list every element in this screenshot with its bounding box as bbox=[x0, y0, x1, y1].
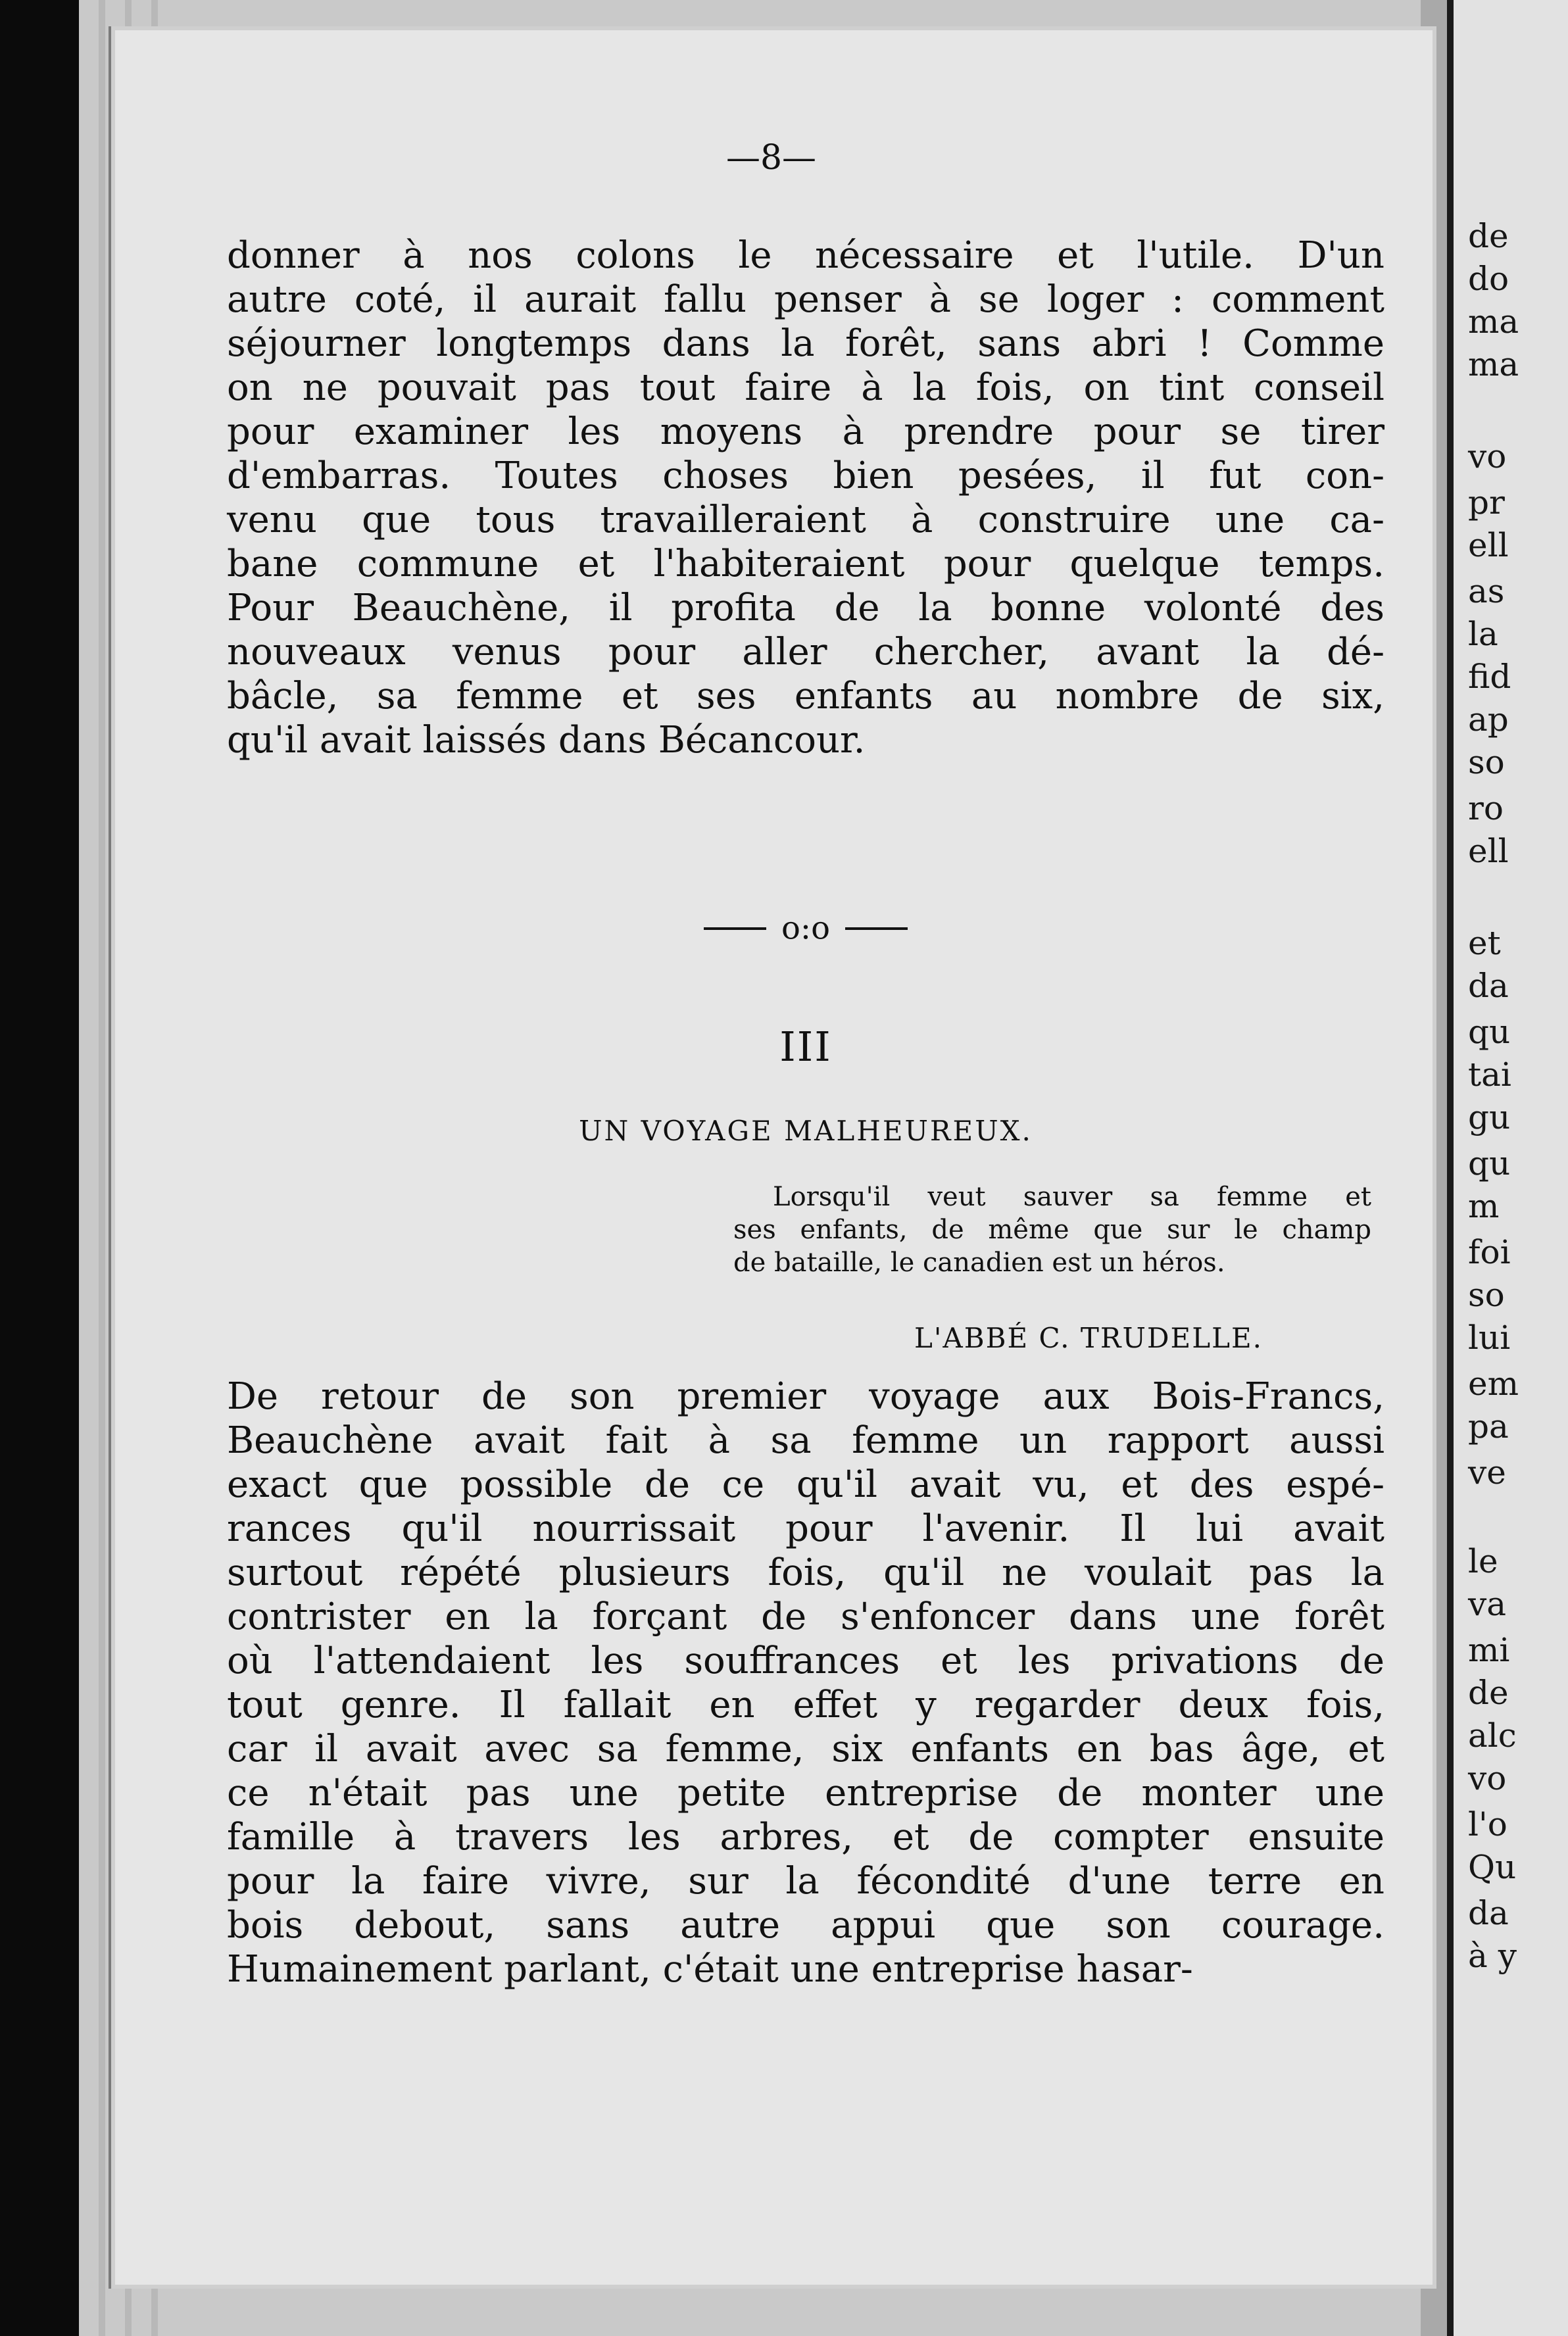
text-line: séjourner longtemps dans la forêt, sans abri ! Comme bbox=[227, 322, 1384, 365]
paragraph-2 bbox=[227, 1375, 1384, 1991]
text-line: Beauchène avait fait à sa femme un rapport aussi bbox=[227, 1419, 1384, 1462]
text-line: contrister en la forçant de s'enfoncer dans une forêt bbox=[227, 1595, 1384, 1638]
text-line: rances qu'il nourrissait pour l'avenir. Il lui avait bbox=[227, 1507, 1384, 1550]
section-ornament bbox=[227, 908, 1384, 947]
facing-page-fragment: ell bbox=[1468, 832, 1509, 870]
text-line: on ne pouvait pas tout faire à la fois, on tint conseil bbox=[227, 366, 1384, 409]
text-line: De retour de son premier voyage aux Bois-Francs, bbox=[227, 1375, 1384, 1418]
facing-page-fragment: ve bbox=[1468, 1453, 1506, 1492]
ornament-mark: o:o bbox=[781, 910, 830, 947]
text-line: tout genre. Il fallait en effet y regarder deux fois, bbox=[227, 1684, 1384, 1726]
page-number: —8— bbox=[725, 138, 817, 178]
text-line: qu'il avait laissés dans Bécancour. bbox=[227, 719, 866, 762]
facing-page-fragment: ap bbox=[1468, 700, 1509, 739]
text-line: donner à nos colons le nécessaire et l'utile. D'un bbox=[227, 234, 1384, 277]
facing-page-fragment: mi bbox=[1468, 1631, 1510, 1669]
facing-page-fragment: l'o bbox=[1468, 1805, 1507, 1843]
facing-page-fragment: ro bbox=[1468, 789, 1504, 827]
facing-page-fragment: va bbox=[1468, 1585, 1507, 1623]
epigraph-author: L'ABBÉ C. TRUDELLE. bbox=[914, 1322, 1263, 1354]
facing-page-fragment: do bbox=[1468, 260, 1509, 298]
facing-page-fragment: ell bbox=[1468, 526, 1509, 564]
facing-page-fragment: gu bbox=[1468, 1098, 1511, 1136]
ornament-rule bbox=[845, 927, 908, 930]
facing-page-fragment: da bbox=[1468, 1894, 1509, 1932]
text-line: car il avait avec sa femme, six enfants en bas âge, et bbox=[227, 1728, 1384, 1770]
epigraph-line: ses enfants, de même que sur le champ bbox=[733, 1215, 1371, 1245]
facing-page-fragment: la bbox=[1468, 615, 1498, 653]
facing-page-fragment: alc bbox=[1468, 1716, 1517, 1755]
facing-page-fragment: lui bbox=[1468, 1319, 1511, 1357]
text-line: Humainement parlant, c'était une entreprise hasar- bbox=[227, 1948, 1193, 1991]
paragraph-1 bbox=[227, 233, 1384, 762]
text-line: bois debout, sans autre appui que son courage. bbox=[227, 1904, 1384, 1947]
facing-page-fragment: qu bbox=[1468, 1013, 1511, 1051]
facing-page-fragment: à y bbox=[1468, 1937, 1517, 1975]
text-line: où l'attendaient les souffrances et les privations de bbox=[227, 1640, 1384, 1682]
epigraph-line: de bataille, le canadien est un héros. bbox=[733, 1248, 1225, 1278]
text-line: d'embarras. Toutes choses bien pesées, il fut con- bbox=[227, 454, 1384, 497]
text-line: famille à travers les arbres, et de compter ensuite bbox=[227, 1816, 1384, 1859]
epigraph bbox=[733, 1180, 1371, 1279]
facing-page-fragment: le bbox=[1468, 1542, 1498, 1580]
facing-page-fragment: de bbox=[1468, 217, 1509, 255]
facing-page-fragment: de bbox=[1468, 1674, 1509, 1712]
facing-page bbox=[1447, 0, 1568, 2336]
chapter-number: III bbox=[779, 1023, 832, 1071]
facing-page-fragment: qu bbox=[1468, 1144, 1511, 1182]
chapter-title: UN VOYAGE MALHEUREUX. bbox=[579, 1115, 1033, 1147]
facing-page-fragment: em bbox=[1468, 1365, 1519, 1403]
facing-page-fragment: fid bbox=[1468, 658, 1511, 696]
facing-page-fragment: m bbox=[1468, 1187, 1500, 1225]
facing-page-fragment: vo bbox=[1468, 1759, 1507, 1797]
text-line: venu que tous travailleraient à construire une ca- bbox=[227, 499, 1384, 541]
ornament-rule bbox=[704, 927, 766, 930]
text-line: exact que possible de ce qu'il avait vu, et des espé- bbox=[227, 1463, 1384, 1506]
text-line: bâcle, sa femme et ses enfants au nombre de six, bbox=[227, 675, 1384, 718]
facing-page-fragment: so bbox=[1468, 743, 1505, 781]
page-edge bbox=[99, 0, 105, 2336]
facing-page-fragment: pr bbox=[1468, 483, 1505, 522]
facing-page-fragment: as bbox=[1468, 572, 1505, 610]
text-line: ce n'était pas une petite entreprise de monter une bbox=[227, 1772, 1384, 1814]
facing-page-fragment: tai bbox=[1468, 1056, 1511, 1094]
text-line: nouveaux venus pour aller chercher, avant la dé- bbox=[227, 631, 1384, 673]
facing-page-fragment: Qu bbox=[1468, 1848, 1517, 1886]
text-line: pour la faire vivre, sur la fécondité d'une terre en bbox=[227, 1860, 1384, 1903]
text-line: pour examiner les moyens à prendre pour se tirer bbox=[227, 410, 1384, 453]
facing-page-fragment: et bbox=[1468, 924, 1501, 962]
text-line: surtout répété plusieurs fois, qu'il ne voulait pas la bbox=[227, 1551, 1384, 1594]
text-line: bane commune et l'habiteraient pour quelque temps. bbox=[227, 543, 1384, 585]
facing-page-fragment: da bbox=[1468, 967, 1509, 1005]
text-line: Pour Beauchène, il profita de la bonne volonté des bbox=[227, 587, 1384, 629]
facing-page-fragment: pa bbox=[1468, 1407, 1509, 1446]
facing-page-fragment: vo bbox=[1468, 437, 1507, 475]
epigraph-line: Lorsqu'il veut sauver sa femme et bbox=[773, 1182, 1371, 1212]
facing-page-fragment: ma bbox=[1468, 345, 1519, 383]
text-line: autre coté, il aurait fallu penser à se loger : comment bbox=[227, 278, 1384, 321]
facing-page-fragment: so bbox=[1468, 1276, 1505, 1314]
facing-page-fragment: foi bbox=[1468, 1233, 1511, 1271]
facing-page-fragment: ma bbox=[1468, 303, 1519, 341]
